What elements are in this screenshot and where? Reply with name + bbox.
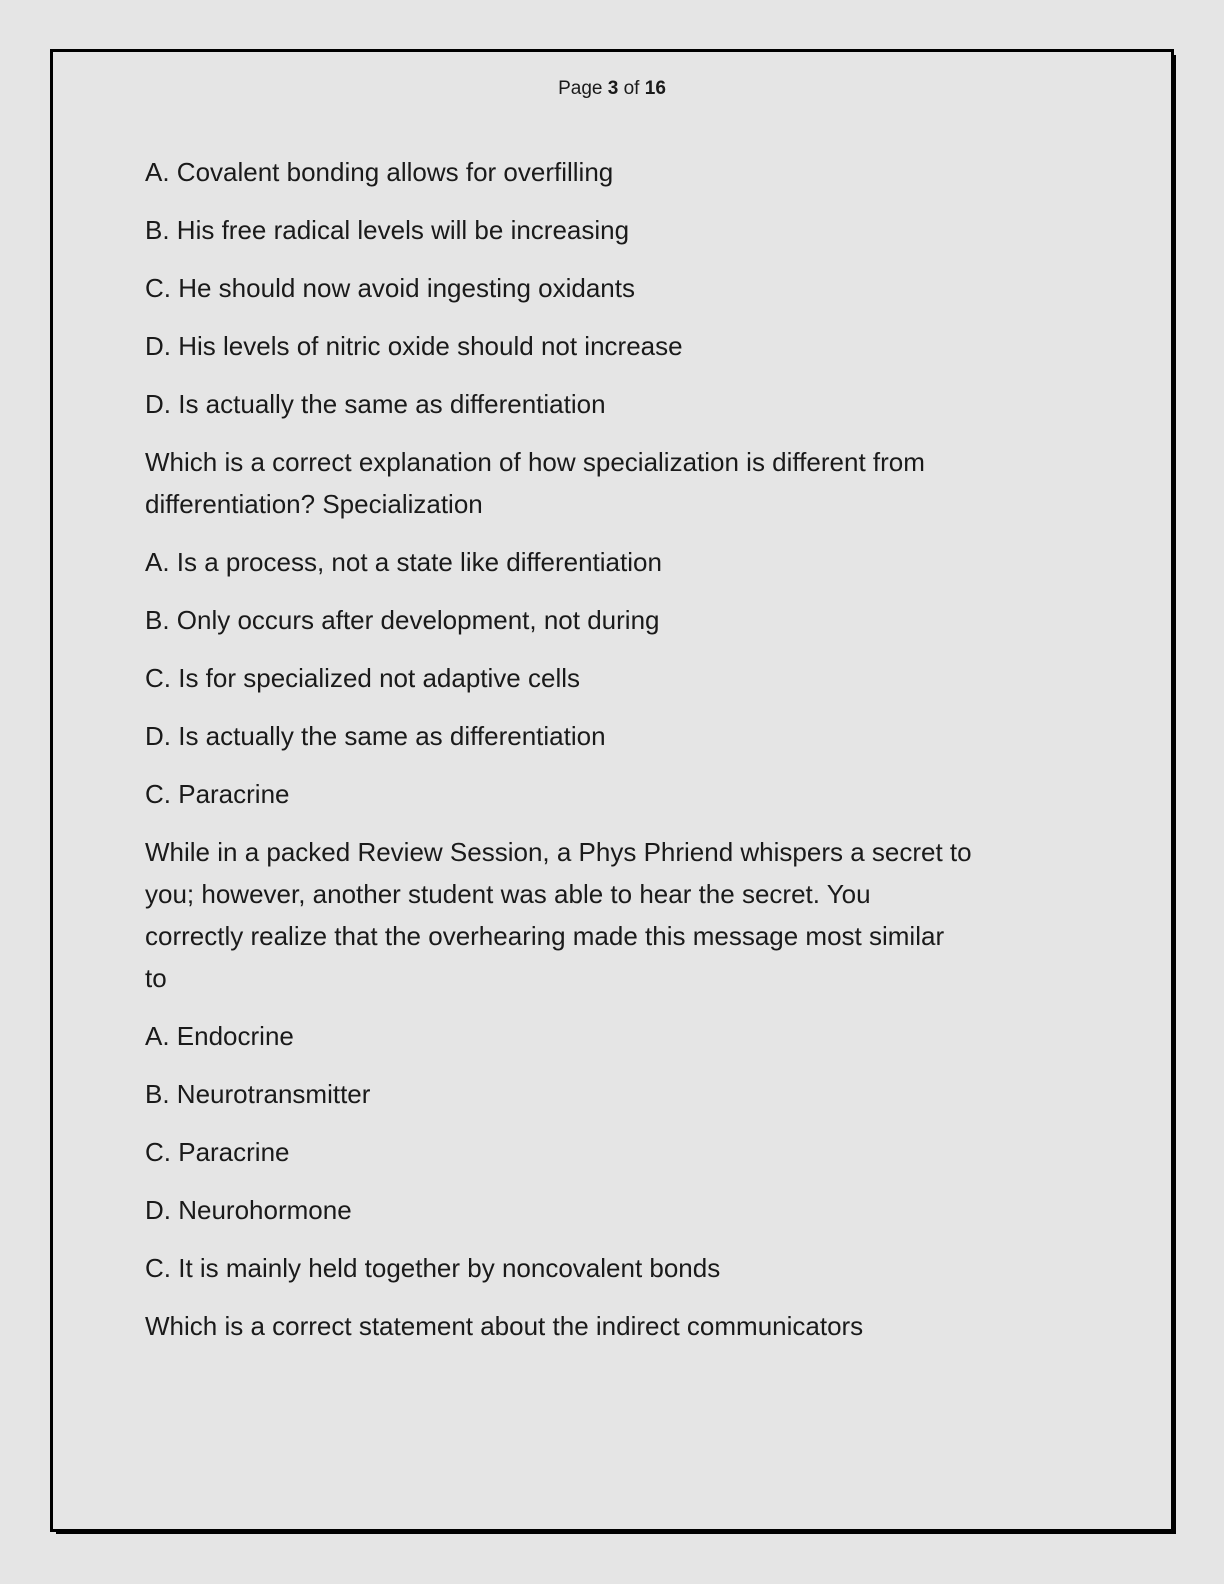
text-line: D. His levels of nitric oxide should not increase bbox=[145, 331, 683, 361]
text-line: Which is a correct explanation of how specialization is different from bbox=[145, 447, 925, 477]
text-line: A. Covalent bonding allows for overfilling bbox=[145, 157, 614, 187]
text-line: C. Paracrine bbox=[145, 779, 290, 809]
text-line: D. Is actually the same as differentiation bbox=[145, 389, 606, 419]
page-number: 3 bbox=[607, 78, 619, 99]
text-line: C. Paracrine bbox=[145, 1137, 290, 1167]
answer-option bbox=[145, 1247, 1079, 1289]
text-line: D. Neurohormone bbox=[145, 1195, 352, 1225]
text-line: C. It is mainly held together by noncovalent bonds bbox=[145, 1253, 721, 1283]
text-line: D. Is actually the same as differentiation bbox=[145, 721, 606, 751]
page-number-header bbox=[145, 77, 1079, 101]
answer-option bbox=[145, 325, 1079, 367]
text-line: A. Endocrine bbox=[145, 1021, 294, 1051]
question-text bbox=[145, 831, 1079, 999]
document-page bbox=[50, 49, 1174, 1532]
page-content bbox=[145, 151, 1079, 1347]
answer-option bbox=[145, 1015, 1079, 1057]
answer-option bbox=[145, 151, 1079, 193]
question-text bbox=[145, 1305, 1079, 1347]
text-line: you; however, another student was able to hear the secret. You bbox=[145, 879, 871, 909]
text-line: differentiation? Specialization bbox=[145, 489, 483, 519]
answer-option bbox=[145, 715, 1079, 757]
total-pages: 16 bbox=[644, 78, 666, 99]
answer-option bbox=[145, 599, 1079, 641]
answer-option bbox=[145, 1073, 1079, 1115]
answer-option bbox=[145, 541, 1079, 583]
text-line: B. Only occurs after development, not during bbox=[145, 605, 660, 635]
text-line: While in a packed Review Session, a Phys Phriend whispers a secret to bbox=[145, 837, 972, 867]
of-label: of bbox=[623, 78, 640, 99]
text-line: B. His free radical levels will be increasing bbox=[145, 215, 630, 245]
answer-option bbox=[145, 657, 1079, 699]
text-line: A. Is a process, not a state like differentiation bbox=[145, 547, 662, 577]
answer-option bbox=[145, 267, 1079, 309]
text-line: C. He should now avoid ingesting oxidants bbox=[145, 273, 635, 303]
text-line: correctly realize that the overhearing made this message most similar bbox=[145, 921, 945, 951]
answer-option bbox=[145, 1189, 1079, 1231]
answer-option bbox=[145, 773, 1079, 815]
answer-option bbox=[145, 1131, 1079, 1173]
answer-option bbox=[145, 209, 1079, 251]
text-line: Which is a correct statement about the indirect communicators bbox=[145, 1311, 864, 1341]
page-label: Page bbox=[558, 78, 603, 99]
text-line: B. Neurotransmitter bbox=[145, 1079, 371, 1109]
text-line: C. Is for specialized not adaptive cells bbox=[145, 663, 580, 693]
answer-option bbox=[145, 383, 1079, 425]
text-line: to bbox=[145, 963, 167, 993]
question-text bbox=[145, 441, 1079, 525]
